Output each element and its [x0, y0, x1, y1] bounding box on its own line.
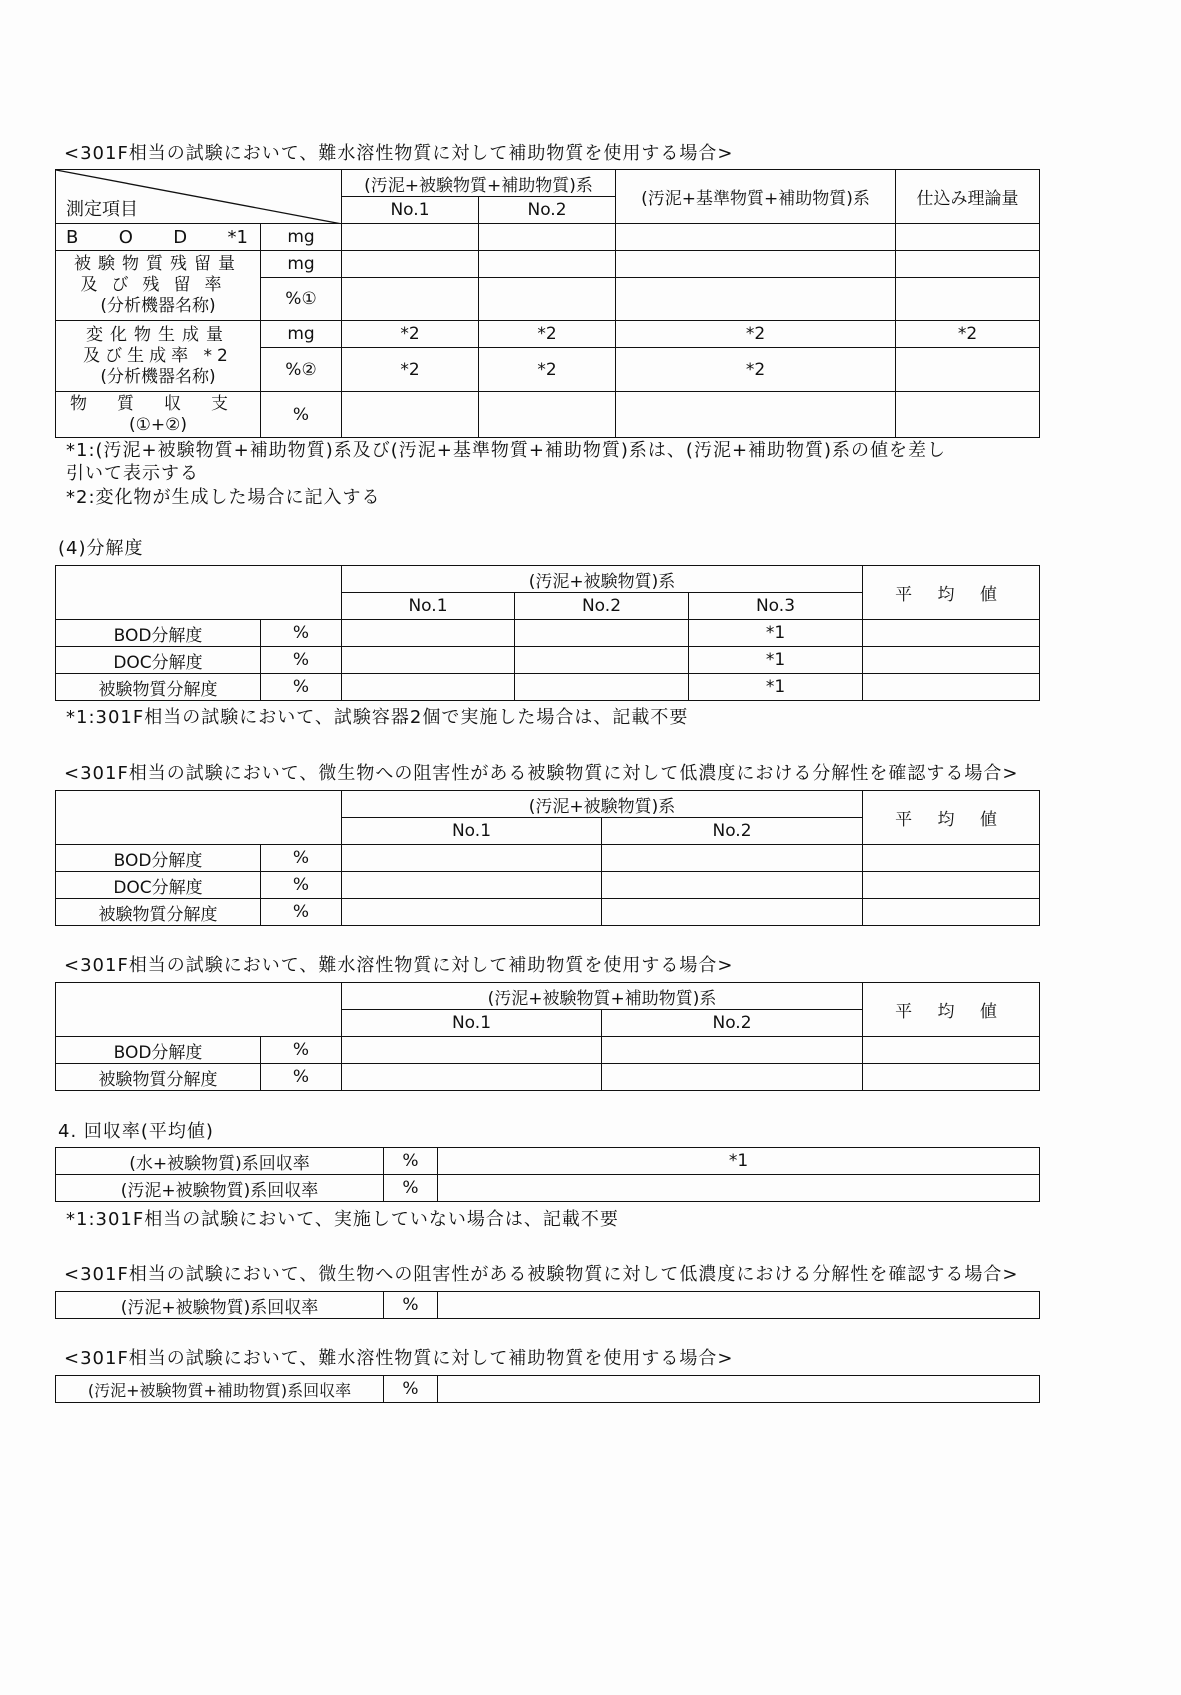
footnote-1-cont: 引いて表示する: [66, 463, 199, 484]
col-no2-header: No.2: [515, 593, 689, 620]
input-cell[interactable]: *2: [616, 321, 896, 348]
input-cell[interactable]: [616, 224, 896, 251]
input-cell[interactable]: [602, 1064, 863, 1091]
input-cell[interactable]: [515, 647, 689, 674]
row-label: DOC分解度: [56, 872, 261, 899]
theory-header: 仕込み理論量: [896, 170, 1040, 224]
unit-cell: %: [261, 620, 342, 647]
test-substance-group-header: (汚泥+被験物質+補助物質)系: [342, 170, 616, 197]
input-cell[interactable]: [342, 1037, 602, 1064]
average-cell[interactable]: [863, 899, 1040, 926]
input-cell[interactable]: [342, 845, 602, 872]
average-cell[interactable]: [863, 620, 1040, 647]
input-cell[interactable]: [479, 224, 616, 251]
input-cell[interactable]: [342, 251, 479, 278]
col-no1-header: No.1: [342, 197, 479, 224]
table-row-water-recovery: [56, 1148, 1040, 1175]
unit-cell: %: [261, 392, 342, 438]
input-cell[interactable]: *2: [896, 321, 1040, 348]
table-row-sludge-recovery: [56, 1292, 1040, 1319]
recovery-table: [55, 1147, 1040, 1202]
unit-cell: mg: [261, 224, 342, 251]
row-label: (汚泥+被験物質)系回収率: [56, 1292, 384, 1319]
input-cell[interactable]: [896, 392, 1040, 438]
input-cell[interactable]: *2: [479, 348, 616, 392]
input-cell[interactable]: [438, 1175, 1040, 1202]
row-label: BOD分解度: [56, 845, 261, 872]
row-label: (汚泥+被験物質)系回収率: [56, 1175, 384, 1202]
unit-cell: %: [384, 1292, 438, 1319]
input-cell[interactable]: [602, 872, 863, 899]
input-cell[interactable]: *1: [689, 647, 863, 674]
blank-header-cell: [56, 566, 342, 620]
row-label: BOD分解度: [56, 620, 261, 647]
unit-cell: %②: [261, 348, 342, 392]
input-cell[interactable]: [342, 674, 515, 701]
section1-caption: <301F相当の試験において、難水溶性物質に対して補助物質を使用する場合>: [64, 143, 734, 164]
row-label: (汚泥+被験物質+補助物質)系回収率: [56, 1376, 384, 1403]
input-cell[interactable]: *2: [342, 348, 479, 392]
input-cell[interactable]: [515, 674, 689, 701]
measurement-table: [55, 169, 1040, 438]
table-row-test-substance: [56, 1064, 1040, 1091]
input-cell[interactable]: *2: [479, 321, 616, 348]
input-cell[interactable]: [479, 278, 616, 321]
col-no2-header: No.2: [479, 197, 616, 224]
row-label: BOD分解度: [56, 1037, 261, 1064]
input-cell[interactable]: [438, 1376, 1040, 1403]
average-header: 平 均 値: [863, 983, 1040, 1037]
bod-label: B O D *1: [56, 224, 261, 251]
unit-cell: %: [261, 872, 342, 899]
table-row-bod: [56, 845, 1040, 872]
unit-cell: %: [261, 1064, 342, 1091]
mass-balance-label: 物質収支 (①+②): [56, 392, 261, 438]
unit-cell: mg: [261, 321, 342, 348]
product-label: 変化物生成量 及び生成率 *2 (分析機器名称): [56, 321, 261, 392]
unit-cell: %: [261, 1037, 342, 1064]
input-cell[interactable]: [342, 872, 602, 899]
input-cell[interactable]: [342, 899, 602, 926]
input-cell[interactable]: *1: [438, 1148, 1040, 1175]
input-cell[interactable]: [479, 251, 616, 278]
table-row-bod: [56, 1037, 1040, 1064]
col-no1-header: No.1: [342, 818, 602, 845]
table-row-auxiliary-recovery: [56, 1376, 1040, 1403]
table-row-sludge-recovery: [56, 1175, 1040, 1202]
input-cell[interactable]: [616, 251, 896, 278]
col-no2-header: No.2: [602, 1010, 863, 1037]
residual-label: 被験物質残留量 及び残留率 (分析機器名称): [56, 251, 261, 321]
row-label: 被験物質分解度: [56, 899, 261, 926]
unit-cell: %: [384, 1148, 438, 1175]
table-row-residual-amount: [56, 251, 1040, 278]
average-cell[interactable]: [863, 674, 1040, 701]
table-row-product-amount: [56, 321, 1040, 348]
table-row-test-substance: [56, 899, 1040, 926]
recovery-footnote: *1:301F相当の試験において、実施していない場合は、記載不要: [66, 1209, 619, 1230]
group-header: (汚泥+被験物質)系: [342, 566, 863, 593]
row-label: (水+被験物質)系回収率: [56, 1148, 384, 1175]
degradation-footnote: *1:301F相当の試験において、試験容器2個で実施した場合は、記載不要: [66, 707, 689, 728]
low-concentration-recovery-table: [55, 1291, 1040, 1319]
input-cell[interactable]: [602, 899, 863, 926]
section7-caption: <301F相当の試験において、難水溶性物質に対して補助物質を使用する場合>: [64, 1348, 734, 1369]
section6-caption: <301F相当の試験において、微生物への阻害性がある被験物質に対して低濃度における分解性を確認する場合>: [64, 1264, 1019, 1285]
average-cell[interactable]: [863, 872, 1040, 899]
recovery-heading: 4. 回収率(平均値): [58, 1121, 214, 1142]
average-cell[interactable]: [863, 647, 1040, 674]
input-cell[interactable]: *2: [616, 348, 896, 392]
table-row-mass-balance: [56, 392, 1040, 438]
row-label: 被験物質分解度: [56, 1064, 261, 1091]
input-cell[interactable]: [515, 620, 689, 647]
table-row-bod: [56, 224, 1040, 251]
input-cell[interactable]: [342, 1064, 602, 1091]
col-no1-header: No.1: [342, 1010, 602, 1037]
unit-cell: %: [261, 845, 342, 872]
unit-cell: %: [384, 1175, 438, 1202]
unit-cell: %①: [261, 278, 342, 321]
input-cell[interactable]: [616, 392, 896, 438]
col-no1-header: No.1: [342, 593, 515, 620]
input-cell[interactable]: [896, 348, 1040, 392]
input-cell[interactable]: *1: [689, 620, 863, 647]
input-cell[interactable]: [616, 278, 896, 321]
input-cell[interactable]: *2: [342, 321, 479, 348]
table-row-bod: [56, 620, 1040, 647]
reference-group-header: (汚泥+基準物質+補助物質)系: [616, 170, 896, 224]
table-row-doc: [56, 872, 1040, 899]
section4-caption: <301F相当の試験において、難水溶性物質に対して補助物質を使用する場合>: [64, 955, 734, 976]
blank-header-cell: [56, 983, 342, 1037]
footnote-2: *2:変化物が生成した場合に記入する: [66, 487, 381, 508]
header-diagonal-cell: [56, 170, 342, 224]
input-cell[interactable]: [479, 392, 616, 438]
input-cell[interactable]: [438, 1292, 1040, 1319]
low-concentration-degradation-table: [55, 790, 1040, 926]
average-header: 平 均 値: [863, 791, 1040, 845]
auxiliary-degradation-table: [55, 982, 1040, 1091]
blank-header-cell: [56, 791, 342, 845]
unit-cell: %: [261, 899, 342, 926]
group-header: (汚泥+被験物質)系: [342, 791, 863, 818]
row-label: 被験物質分解度: [56, 674, 261, 701]
input-cell[interactable]: [602, 1037, 863, 1064]
table-row-doc: [56, 647, 1040, 674]
table-row-test-substance: [56, 674, 1040, 701]
average-cell[interactable]: [863, 1037, 1040, 1064]
input-cell[interactable]: [342, 278, 479, 321]
section3-caption: <301F相当の試験において、微生物への阻害性がある被験物質に対して低濃度における分解性を確認する場合>: [64, 763, 1019, 784]
average-cell[interactable]: [863, 1064, 1040, 1091]
auxiliary-recovery-table: [55, 1375, 1040, 1403]
average-cell[interactable]: [863, 845, 1040, 872]
average-header: 平 均 値: [863, 566, 1040, 620]
input-cell[interactable]: *1: [689, 674, 863, 701]
input-cell[interactable]: [896, 224, 1040, 251]
input-cell[interactable]: [602, 845, 863, 872]
unit-cell: mg: [261, 251, 342, 278]
input-cell[interactable]: [342, 647, 515, 674]
input-cell[interactable]: [342, 224, 479, 251]
group-header: (汚泥+被験物質+補助物質)系: [342, 983, 863, 1010]
degradation-table: [55, 565, 1040, 701]
footnote-1: *1:(汚泥+被験物質+補助物質)系及び(汚泥+基準物質+補助物質)系は、(汚泥+補助物質)系の値を差し: [66, 440, 947, 461]
col-no3-header: No.3: [689, 593, 863, 620]
row-label: DOC分解度: [56, 647, 261, 674]
col-no2-header: No.2: [602, 818, 863, 845]
unit-cell: %: [261, 647, 342, 674]
degradation-heading: (4)分解度: [58, 538, 144, 559]
unit-cell: %: [384, 1376, 438, 1403]
input-cell[interactable]: [342, 392, 479, 438]
input-cell[interactable]: [896, 278, 1040, 321]
measurement-item-label: 測定項目: [66, 199, 138, 220]
input-cell[interactable]: [896, 251, 1040, 278]
input-cell[interactable]: [342, 620, 515, 647]
unit-cell: %: [261, 674, 342, 701]
